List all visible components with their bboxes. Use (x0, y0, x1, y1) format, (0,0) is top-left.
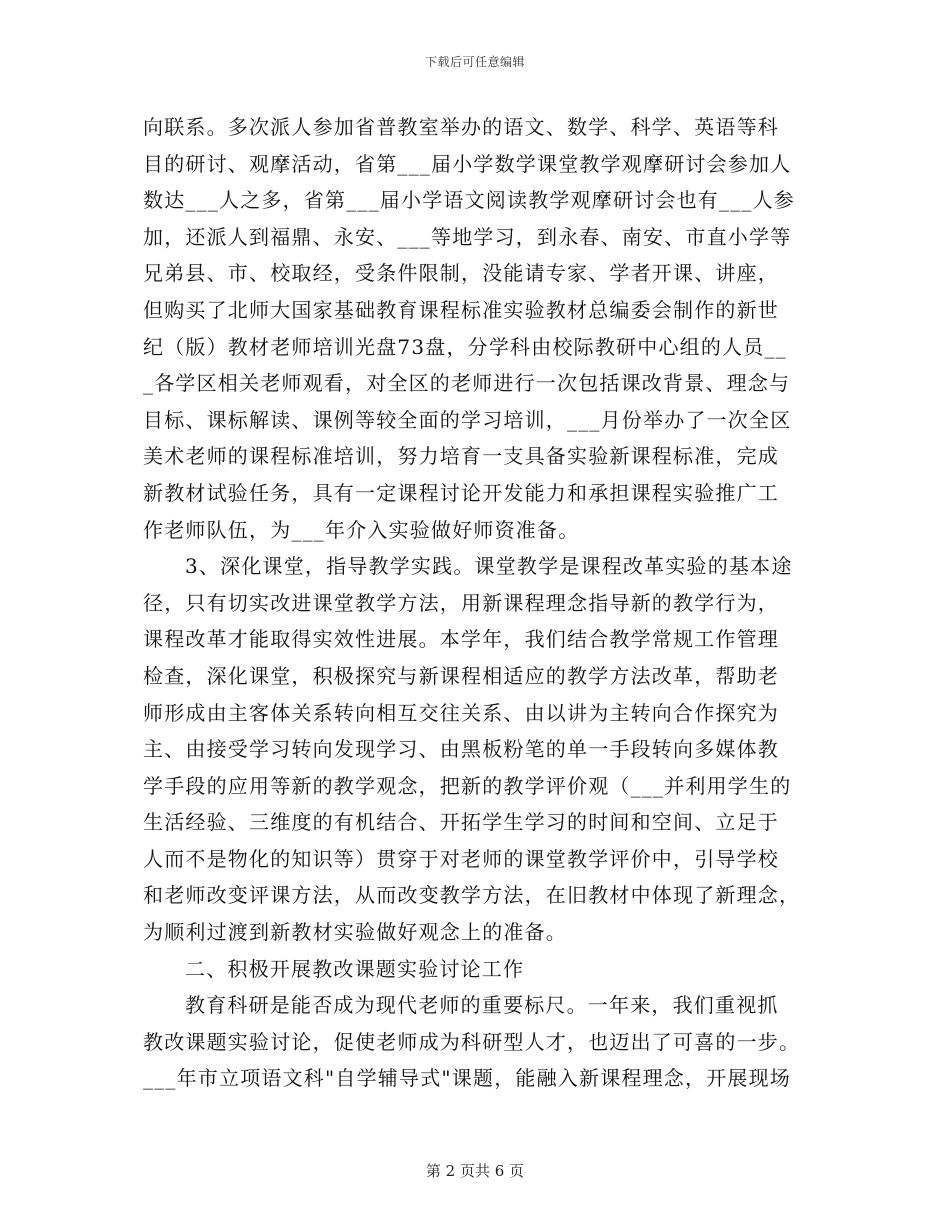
text-line: 教改课题实验讨论，促使老师成为科研型人才，也迈出了可喜的一步。 (143, 1029, 801, 1054)
document-body (143, 109, 808, 1097)
text-line: 为顺利过渡到新教材实验做好观念上的准备。 (143, 920, 567, 945)
paragraph-start-line: 教育科研是能否成为现代老师的重要标尺。一年来，我们重视抓 (185, 993, 779, 1018)
text-line: ___年市立项语文科"自学辅导式"课题，能融入新课程理念，开展现场 (143, 1066, 791, 1091)
text-line: 生活经验、三维度的有机结合、开拓学生学习的时间和空间、立足于 (143, 810, 779, 835)
text-line: 人而不是物化的知识等）贯穿于对老师的课堂教学评价中，引导学校 (143, 846, 779, 871)
text-line: 和老师改变评课方法，从而改变教学方法，在旧教材中体现了新理念， (143, 883, 801, 908)
text-line: 径，只有切实改进课堂教学方法，用新课程理念指导新的教学行为， (143, 590, 779, 615)
text-line: 美术老师的课程标准培训，努力培育一支具备实验新课程标准，完成 (143, 444, 779, 469)
text-line: 数达___人之多，省第___届小学语文阅读教学观摩研讨会也有___人参 (143, 188, 795, 213)
text-line: 向联系。多次派人参加省普教室举办的语文、数学、科学、英语等科 (143, 115, 779, 139)
page-header: 下载后可任意编辑 (424, 55, 525, 69)
text-line: 作老师队伍，为___年介入实验做好师资准备。 (143, 517, 580, 542)
text-line: 主、由接受学习转向发现学习、由黑板粉笔的单一手段转向多媒体教 (143, 737, 779, 762)
text-line: _各学区相关老师观看，对全区的老师进行一次包括课改背景、理念与 (143, 371, 791, 396)
text-line: 目的研讨、观摩活动，省第___届小学数学课堂教学观摩研讨会参加人 (143, 151, 792, 176)
text-line: 纪（版）教材老师培训光盘73盘，分学科由校际教研中心组的人员__ (143, 334, 787, 359)
text-line: 师形成由主客体关系转向相互交往关系、由以讲为主转向合作探究为 (143, 700, 779, 725)
paragraph-start-line: 3、深化课堂，指导教学实践。课堂教学是课程改革实验的基本途 (185, 554, 793, 579)
text-line: 新教材试验任务，具有一定课程讨论开发能力和承担课程实验推广工 (143, 480, 779, 505)
page-footer: 第 2 页共 6 页 (425, 1162, 525, 1180)
text-line: 检查，深化课堂，积极探究与新课程相适应的教学方法改革，帮助老 (143, 663, 779, 688)
section-heading: 二、积极开展教改课题实验讨论工作 (185, 956, 525, 981)
text-line: 加，还派人到福鼎、永安、___等地学习，到永春、南安、市直小学等 (143, 224, 792, 249)
text-line: 但购买了北师大国家基础教育课程标准实验教材总编委会制作的新世 (143, 297, 779, 322)
text-line: 学手段的应用等新的教学观念，把新的教学评价观（___并利用学生的 (143, 773, 792, 798)
text-line: 目标、课标解读、课例等较全面的学习培训，___月份举办了一次全区 (143, 407, 792, 432)
text-line: 兄弟县、市、校取经，受条件限制，没能请专家、学者开课、讲座， (143, 261, 779, 286)
text-line: 课程改革才能取得实效性进展。本学年，我们结合教学常规工作管理 (143, 627, 779, 652)
